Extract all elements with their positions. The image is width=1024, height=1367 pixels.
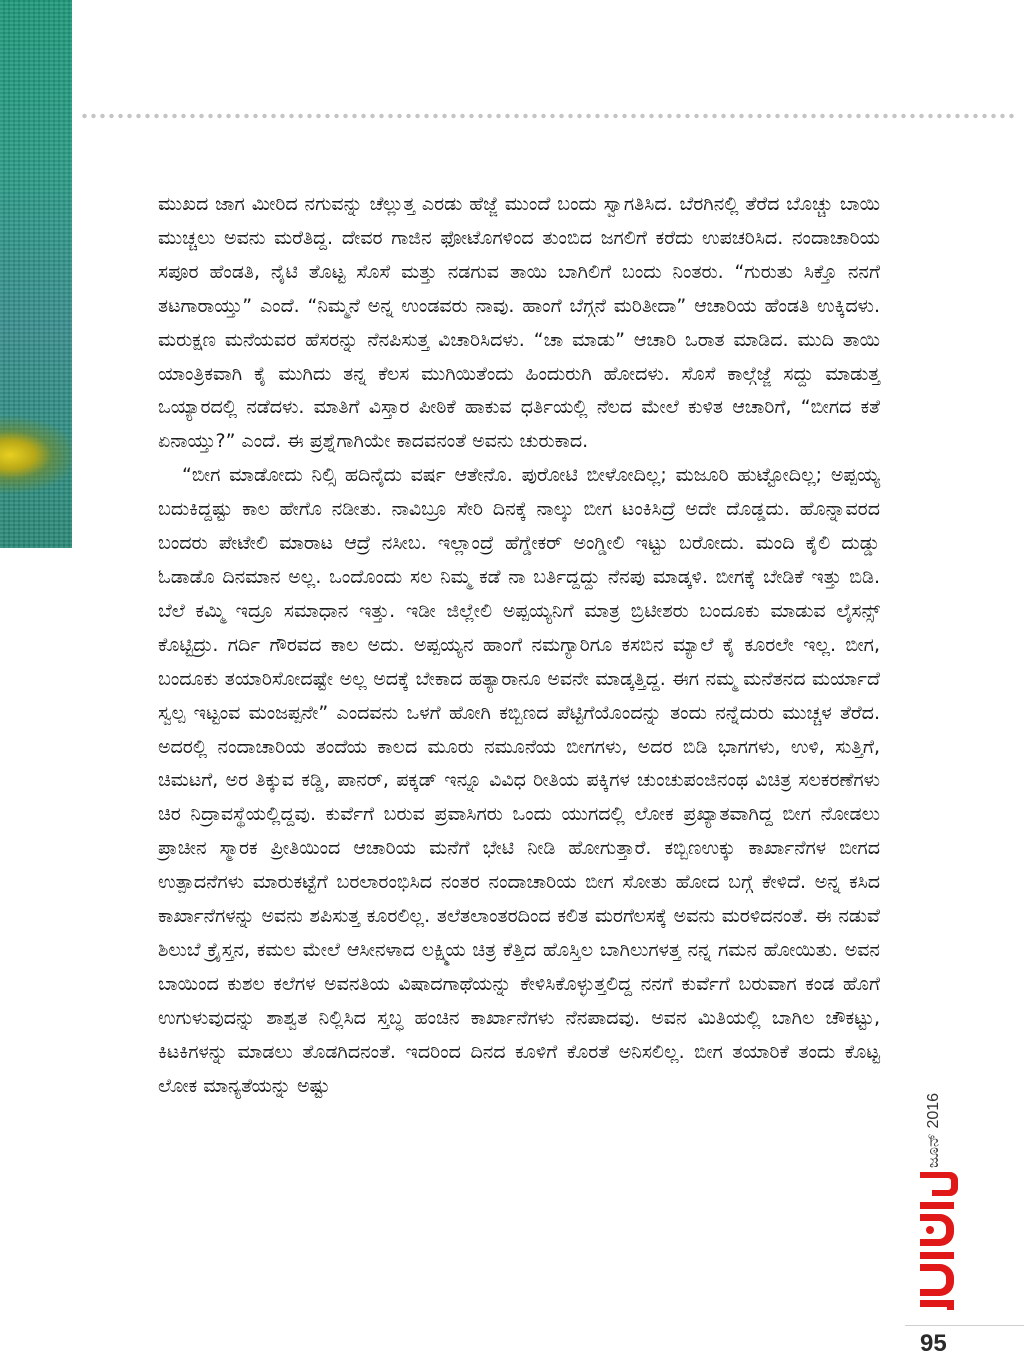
article-body [158, 188, 880, 1103]
decorative-side-image [0, 0, 72, 548]
mayura-logo [914, 1168, 960, 1316]
footer-rule [905, 1325, 1024, 1326]
page-number: 95 [920, 1330, 947, 1357]
article-paragraph-1: ಮುಖದ ಜಾಗ ಮೀರಿದ ನಗುವನ್ನು ಚೆಲ್ಲುತ್ತ ಎರಡು ಹೆಜ್ಜೆ ಮುಂದೆ ಬಂದು ಸ್ವಾಗತಿಸಿದ. ಬೆರಗಿನಲ್ಲಿ ತೆರೆದ ಬೊಚ್ಚು ಬಾಯಿ ಮುಚ್ಚಲು ಅವನು ಮರೆತಿದ್ದ. ದೇವರ ಗಾಜಿನ ಫೋಟೊಗಳಿಂದ ತುಂಬಿದ ಜಗಲಿಗೆ ಕರೆದು ಉಪಚರಿಸಿದ. ನಂದಾಚಾರಿಯ ಸಪೂರ ಹೆಂಡತಿ, ನೈಟಿ ತೊಟ್ಟ ಸೊಸೆ ಮತ್ತು ನಡಗುವ ತಾಯಿ ಬಾಗಿಲಿಗೆ ಬಂದು ನಿಂತರು. “ಗುರುತು ಸಿಕ್ತೊ ನನಗೆ ತಟಗಾರಾಯ್ತು” ಎಂದೆ. “ನಿಮ್ಮನೆ ಅನ್ನ ಉಂಡವರು ನಾವು. ಹಾಂಗೆ ಬೆಗ್ಗನೆ ಮರಿತೀದಾ” ಆಚಾರಿಯ ಹೆಂಡತಿ ಉಕ್ಕಿದಳು. ಮರುಕ್ಷಣ ಮನೆಯವರ ಹೆಸರನ್ನು ನೆನಪಿಸುತ್ತ ವಿಚಾರಿಸಿದಳು. “ಚಾ ಮಾಡು” ಆಚಾರಿ ಒರಾತ ಮಾಡಿದ. ಮುದಿ ತಾಯಿ ಯಾಂತ್ರಿಕವಾಗಿ ಕೈ ಮುಗಿದು ತನ್ನ ಕೆಲಸ ಮುಗಿಯಿತೆಂದು ಹಿಂದುರುಗಿ ಹೋದಳು. ಸೊಸೆ ಕಾಲ್ಗೆಜ್ಜೆ ಸದ್ದು ಮಾಡುತ್ತ ಒಯ್ಯಾರದಲ್ಲಿ ನಡೆದಳು. ಮಾತಿಗೆ ವಿಸ್ತಾರ ಪೀಠಿಕೆ ಹಾಕುವ ಧರ್ತಿಯಲ್ಲಿ ನೆಲದ ಮೇಲೆ ಕುಳಿತ ಆಚಾರಿಗೆ, “ಬೀಗದ ಕತೆ ಏನಾಯ್ತು?” ಎಂದೆ. ಈ ಪ್ರಶ್ನೆಗಾಗಿಯೇ ಕಾದವನಂತೆ ಅವನು ಚುರುಕಾದ. [158, 193, 880, 453]
article-paragraph-2: “ಬೀಗ ಮಾಡೋದು ನಿಲ್ಸಿ ಹದಿನೈದು ವರ್ಷ ಆತೇನೊ. ಪುರೋಟಿ ಬೀಳೋದಿಲ್ಲ; ಮಜೂರಿ ಹುಟ್ಟೋದಿಲ್ಲ; ಅಪ್ಪಯ್ಯ ಬದುಕಿದ್ದಷ್ಟು ಕಾಲ ಹೇಗೊ ನಡೀತು. ನಾವಿಬ್ರೂ ಸೇರಿ ದಿನಕ್ಕೆ ನಾಲ್ಕು ಬೀಗ ಟಂಕಿಸಿದ್ರೆ ಅದೇ ದೊಡ್ಡದು. ಹೊನ್ನಾವರದ ಬಂದರು ಪೇಟೇಲಿ ಮಾರಾಟ ಆದ್ರೆ ನಸೀಬ. ಇಲ್ಲಾಂದ್ರೆ ಹೆಗ್ಡೇಕರ್ ಅಂಗ್ಡೀಲಿ ಇಟ್ಟು ಬರೋದು. ಮಂದಿ ಕೈಲಿ ದುಡ್ಡು ಓಡಾಡೊ ದಿನಮಾನ ಅಲ್ಲ. ಒಂದೊಂದು ಸಲ ನಿಮ್ಮ ಕಡೆ ನಾ ಬರ್ತಿದ್ದದ್ದು ನೆನಪು ಮಾಡ್ಕಳಿ. ಬೀಗಕ್ಕೆ ಬೇಡಿಕೆ ಇತ್ತು ಬಿಡಿ. ಬೆಲೆ ಕಮ್ಮಿ ಇದ್ರೂ ಸಮಾಧಾನ ಇತ್ತು. ಇಡೀ ಜಿಲ್ಲೇಲಿ ಅಪ್ಪಯ್ಯನಿಗೆ ಮಾತ್ರ ಬ್ರಿಟೀಶರು ಬಂದೂಕು ಮಾಡುವ ಲೈಸನ್ಸ್ ಕೊಟ್ಟಿದ್ರು. ಗರ್ದಿ ಗೌರವದ ಕಾಲ ಅದು. ಅಪ್ಪಯ್ಯನ ಹಾಂಗೆ ನಮಗ್ಯಾರಿಗೂ ಕಸಬಿನ ಮ್ಯಾಲೆ ಕೈ ಕೂರಲೇ ಇಲ್ಲ. ಬೀಗ, ಬಂದೂಕು ತಯಾರಿಸೋದಷ್ಟೇ ಅಲ್ಲ ಅದಕ್ಕೆ ಬೇಕಾದ ಹತ್ಯಾರಾನೂ ಅವನೇ ಮಾಡ್ಕತ್ತಿದ್ದ. ಈಗ ನಮ್ಮ ಮನೆತನದ ಮರ್ಯಾದೆ ಸ್ವಲ್ಪ ಇಟ್ಟಂವ ಮಂಜಪ್ಪನೇ” ಎಂದವನು ಒಳಗೆ ಹೋಗಿ ಕಬ್ಬಿಣದ ಪೆಟ್ಟಿಗೆಯೊಂದನ್ನು ತಂದು ನನ್ನೆದುರು ಮುಚ್ಚಳ ತೆರೆದ. ಅದರಲ್ಲಿ ನಂದಾಚಾರಿಯ ತಂದೆಯ ಕಾಲದ ಮೂರು ನಮೂನೆಯ ಬೀಗಗಳು, ಅದರ ಬಿಡಿ ಭಾಗಗಳು, ಉಳಿ, ಸುತ್ತಿಗೆ, ಚಿಮಟಗೆ, ಅರ ತಿಕ್ಕುವ ಕಡ್ಡಿ, ಪಾನರ್, ಪಕ್ಕಡ್ ಇನ್ನೂ ವಿವಿಧ ರೀತಿಯ ಪಕ್ಕಿಗಳ ಚುಂಚುಪಂಜಿನಂಥ ವಿಚಿತ್ರ ಸಲಕರಣೆಗಳು ಚಿರ ನಿದ್ರಾವಸ್ಥೆಯಲ್ಲಿದ್ದವು. ಕುರ್ವೆಗೆ ಬರುವ ಪ್ರವಾಸಿಗರು ಒಂದು ಯುಗದಲ್ಲಿ ಲೋಕ ಪ್ರಖ್ಯಾತವಾಗಿದ್ದ ಬೀಗ ನೋಡಲು ಪ್ರಾಚೀನ ಸ್ಮಾರಕ ಪ್ರೀತಿಯಿಂದ ಆಚಾರಿಯ ಮನೆಗೆ ಭೇಟಿ ನೀಡಿ ಹೋಗುತ್ತಾರೆ. ಕಬ್ಬಿಣಉಕ್ಕು ಕಾರ್ಖಾನೆಗಳ ಬೀಗದ ಉತ್ಪಾದನೆಗಳು ಮಾರುಕಟ್ಟೆಗೆ ಬರಲಾರಂಭಿಸಿದ ನಂತರ ನಂದಾಚಾರಿಯ ಬೀಗ ಸೋತು ಹೋದ ಬಗ್ಗೆ ಕೇಳಿದೆ. ಅನ್ನ ಕಸಿದ ಕಾರ್ಖಾನೆಗಳನ್ನು ಅವನು ಶಪಿಸುತ್ತ ಕೂರಲಿಲ್ಲ. ತಲೆತಲಾಂತರದಿಂದ ಕಲಿತ ಮರಗೆಲಸಕ್ಕೆ ಅವನು ಮರಳಿದನಂತೆ. ಈ ನಡುವೆ ಶಿಲುಬೆ ಕ್ರೈಸ್ತನ, ಕಮಲ ಮೇಲೆ ಆಸೀನಳಾದ ಲಕ್ಷ್ಮಿಯ ಚಿತ್ರ ಕೆತ್ತಿದ ಹೊಸ್ತಿಲ ಬಾಗಿಲುಗಳತ್ತ ನನ್ನ ಗಮನ ಹೋಯಿತು. ಅವನ ಬಾಯಿಂದ ಕುಶಲ ಕಲೆಗಳ ಅವನತಿಯ ವಿಷಾದಗಾಥೆಯನ್ನು ಕೇಳಿಸಿಕೊಳ್ಳುತ್ತಲಿದ್ದ ನನಗೆ ಕುರ್ವೆಗೆ ಬರುವಾಗ ಕಂಡ ಹೊಗೆ ಉಗುಳುವುದನ್ನು ಶಾಶ್ವತ ನಿಲ್ಲಿಸಿದ ಸ್ತಬ್ಧ ಹಂಚಿನ ಕಾರ್ಖಾನೆಗಳು ನೆನಪಾದವು. ಅವನ ಮಿತಿಯಲ್ಲಿ ಬಾಗಿಲ ಚೌಕಟ್ಟು, ಕಿಟಕಿಗಳನ್ನು ಮಾಡಲು ತೊಡಗಿದನಂತೆ. ಇದರಿಂದ ದಿನದ ಕೂಳಿಗೆ ಕೊರತೆ ಅನಿಸಲಿಲ್ಲ. ಬೀಗ ತಯಾರಿಕೆ ತಂದು ಕೊಟ್ಟ ಲೋಕ ಮಾನ್ಯತೆಯನ್ನು ಅಷ್ಟು [158, 464, 880, 1097]
dotted-divider [80, 113, 1015, 119]
issue-date: ಜೂನ್ 2016 [925, 1092, 942, 1168]
